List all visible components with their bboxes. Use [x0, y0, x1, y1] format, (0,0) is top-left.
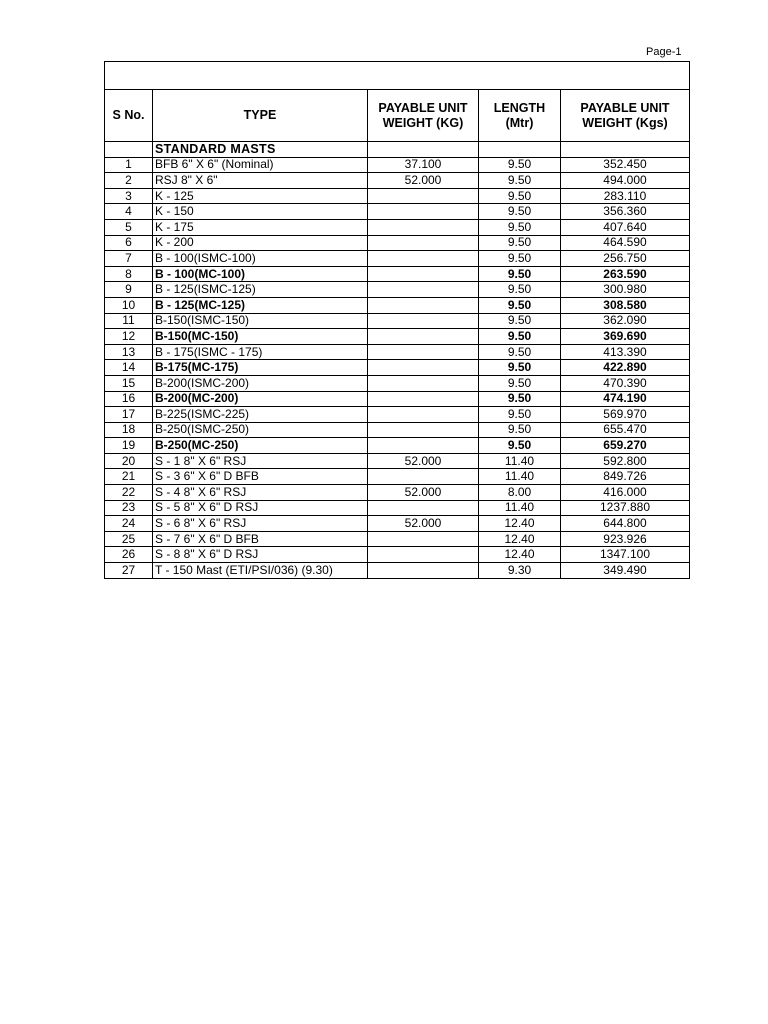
- blank-title-cell: [105, 62, 690, 90]
- cell-length: 9.50: [479, 329, 561, 345]
- cell-length: 8.00: [479, 485, 561, 501]
- section-sno-cell: [105, 142, 153, 158]
- cell-length: 9.50: [479, 344, 561, 360]
- header-sno: S No.: [105, 90, 153, 142]
- cell-unit-weight: [368, 438, 479, 454]
- table-row: [105, 204, 690, 220]
- cell-unit-weight: [368, 329, 479, 345]
- cell-payable-weight: 422.890: [561, 360, 690, 376]
- cell-length: 12.40: [479, 547, 561, 563]
- section-unit-cell: [368, 142, 479, 158]
- cell-type: B-200(MC-200): [153, 391, 368, 407]
- cell-sno: 19: [105, 438, 153, 454]
- cell-length: 9.50: [479, 173, 561, 189]
- cell-type: B-225(ISMC-225): [153, 407, 368, 423]
- cell-type: BFB 6" X 6" (Nominal): [153, 157, 368, 173]
- cell-length: 9.50: [479, 157, 561, 173]
- cell-payable-weight: 494.000: [561, 173, 690, 189]
- cell-payable-weight: 356.360: [561, 204, 690, 220]
- cell-payable-weight: 655.470: [561, 422, 690, 438]
- cell-sno: 17: [105, 407, 153, 423]
- cell-type: S - 8 8" X 6" D RSJ: [153, 547, 368, 563]
- table-row: [105, 251, 690, 267]
- cell-length: 9.50: [479, 251, 561, 267]
- cell-unit-weight: [368, 344, 479, 360]
- cell-payable-weight: 474.190: [561, 391, 690, 407]
- cell-sno: 20: [105, 453, 153, 469]
- cell-unit-weight: [368, 188, 479, 204]
- cell-length: 9.30: [479, 563, 561, 579]
- cell-length: 9.50: [479, 438, 561, 454]
- page-number: Page-1: [646, 46, 682, 58]
- cell-length: 9.50: [479, 297, 561, 313]
- cell-type: B-175(MC-175): [153, 360, 368, 376]
- cell-payable-weight: 644.800: [561, 516, 690, 532]
- cell-sno: 6: [105, 235, 153, 251]
- cell-payable-weight: 369.690: [561, 329, 690, 345]
- cell-payable-weight: 300.980: [561, 282, 690, 298]
- cell-length: 9.50: [479, 391, 561, 407]
- cell-payable-weight: 1237.880: [561, 500, 690, 516]
- table-row: [105, 266, 690, 282]
- table-row: [105, 485, 690, 501]
- cell-payable-weight: 569.970: [561, 407, 690, 423]
- cell-sno: 15: [105, 375, 153, 391]
- table-row: [105, 375, 690, 391]
- cell-type: K - 175: [153, 219, 368, 235]
- cell-unit-weight: [368, 219, 479, 235]
- table-row: [105, 173, 690, 189]
- cell-sno: 9: [105, 282, 153, 298]
- section-row: [105, 142, 690, 158]
- cell-unit-weight: [368, 266, 479, 282]
- cell-type: B - 175(ISMC - 175): [153, 344, 368, 360]
- cell-sno: 22: [105, 485, 153, 501]
- cell-sno: 2: [105, 173, 153, 189]
- cell-unit-weight: [368, 282, 479, 298]
- cell-unit-weight: [368, 563, 479, 579]
- cell-type: B - 100(ISMC-100): [153, 251, 368, 267]
- cell-type: B - 125(MC-125): [153, 297, 368, 313]
- cell-sno: 3: [105, 188, 153, 204]
- cell-unit-weight: [368, 547, 479, 563]
- cell-sno: 11: [105, 313, 153, 329]
- cell-sno: 23: [105, 500, 153, 516]
- section-title: STANDARD MASTS: [153, 142, 368, 158]
- table-row: [105, 438, 690, 454]
- cell-length: 9.50: [479, 235, 561, 251]
- cell-type: S - 1 8" X 6" RSJ: [153, 453, 368, 469]
- cell-unit-weight: [368, 375, 479, 391]
- cell-sno: 18: [105, 422, 153, 438]
- cell-sno: 12: [105, 329, 153, 345]
- cell-type: B - 100(MC-100): [153, 266, 368, 282]
- table-row: [105, 469, 690, 485]
- blank-title-row: [105, 62, 690, 90]
- cell-length: 11.40: [479, 469, 561, 485]
- cell-unit-weight: [368, 531, 479, 547]
- cell-unit-weight: [368, 297, 479, 313]
- cell-sno: 10: [105, 297, 153, 313]
- cell-payable-weight: 283.110: [561, 188, 690, 204]
- cell-payable-weight: 349.490: [561, 563, 690, 579]
- cell-sno: 16: [105, 391, 153, 407]
- cell-type: B-150(MC-150): [153, 329, 368, 345]
- cell-length: 9.50: [479, 282, 561, 298]
- cell-sno: 26: [105, 547, 153, 563]
- cell-unit-weight: 52.000: [368, 485, 479, 501]
- cell-payable-weight: 849.726: [561, 469, 690, 485]
- cell-sno: 1: [105, 157, 153, 173]
- mast-weight-table: [104, 61, 690, 579]
- cell-unit-weight: 52.000: [368, 516, 479, 532]
- cell-sno: 21: [105, 469, 153, 485]
- cell-length: 9.50: [479, 422, 561, 438]
- cell-sno: 4: [105, 204, 153, 220]
- cell-length: 9.50: [479, 188, 561, 204]
- table-row: [105, 516, 690, 532]
- table-row: [105, 219, 690, 235]
- cell-length: 12.40: [479, 516, 561, 532]
- cell-unit-weight: [368, 204, 479, 220]
- cell-type: B - 125(ISMC-125): [153, 282, 368, 298]
- table-row: [105, 547, 690, 563]
- cell-unit-weight: 37.100: [368, 157, 479, 173]
- cell-payable-weight: 362.090: [561, 313, 690, 329]
- section-payable-cell: [561, 142, 690, 158]
- cell-payable-weight: 470.390: [561, 375, 690, 391]
- cell-type: S - 4 8" X 6" RSJ: [153, 485, 368, 501]
- cell-length: 9.50: [479, 407, 561, 423]
- cell-unit-weight: [368, 422, 479, 438]
- cell-payable-weight: 1347.100: [561, 547, 690, 563]
- cell-sno: 25: [105, 531, 153, 547]
- cell-sno: 14: [105, 360, 153, 376]
- header-type: TYPE: [153, 90, 368, 142]
- header-payable-weight: PAYABLE UNIT WEIGHT (Kgs): [561, 90, 690, 142]
- table-row: [105, 391, 690, 407]
- cell-payable-weight: 308.580: [561, 297, 690, 313]
- table-row: [105, 297, 690, 313]
- cell-sno: 27: [105, 563, 153, 579]
- cell-type: B-150(ISMC-150): [153, 313, 368, 329]
- cell-length: 9.50: [479, 266, 561, 282]
- cell-unit-weight: [368, 500, 479, 516]
- table-row: [105, 407, 690, 423]
- cell-payable-weight: 263.590: [561, 266, 690, 282]
- cell-type: S - 6 8" X 6" RSJ: [153, 516, 368, 532]
- cell-unit-weight: [368, 407, 479, 423]
- cell-length: 9.50: [479, 375, 561, 391]
- cell-type: T - 150 Mast (ETI/PSI/036) (9.30): [153, 563, 368, 579]
- cell-type: K - 150: [153, 204, 368, 220]
- table-row: [105, 157, 690, 173]
- table-row: [105, 329, 690, 345]
- cell-payable-weight: 923.926: [561, 531, 690, 547]
- table-row: [105, 531, 690, 547]
- cell-type: S - 7 6" X 6" D BFB: [153, 531, 368, 547]
- table-row: [105, 313, 690, 329]
- cell-type: S - 5 8" X 6" D RSJ: [153, 500, 368, 516]
- cell-payable-weight: 413.390: [561, 344, 690, 360]
- cell-length: 11.40: [479, 500, 561, 516]
- cell-unit-weight: [368, 391, 479, 407]
- table-row: [105, 563, 690, 579]
- table-row: [105, 188, 690, 204]
- cell-type: K - 200: [153, 235, 368, 251]
- cell-type: S - 3 6" X 6" D BFB: [153, 469, 368, 485]
- cell-type: B-200(ISMC-200): [153, 375, 368, 391]
- cell-payable-weight: 256.750: [561, 251, 690, 267]
- cell-unit-weight: [368, 360, 479, 376]
- table-row: [105, 453, 690, 469]
- table-row: [105, 235, 690, 251]
- cell-sno: 7: [105, 251, 153, 267]
- cell-unit-weight: [368, 313, 479, 329]
- cell-type: B-250(ISMC-250): [153, 422, 368, 438]
- cell-sno: 8: [105, 266, 153, 282]
- cell-payable-weight: 416.000: [561, 485, 690, 501]
- cell-length: 9.50: [479, 313, 561, 329]
- table-row: [105, 422, 690, 438]
- table-row: [105, 500, 690, 516]
- cell-unit-weight: 52.000: [368, 173, 479, 189]
- cell-unit-weight: [368, 251, 479, 267]
- cell-unit-weight: 52.000: [368, 453, 479, 469]
- cell-payable-weight: 407.640: [561, 219, 690, 235]
- table-row: [105, 282, 690, 298]
- cell-sno: 13: [105, 344, 153, 360]
- cell-unit-weight: [368, 469, 479, 485]
- cell-payable-weight: 352.450: [561, 157, 690, 173]
- table-row: [105, 344, 690, 360]
- section-length-cell: [479, 142, 561, 158]
- cell-type: RSJ 8" X 6": [153, 173, 368, 189]
- cell-length: 11.40: [479, 453, 561, 469]
- header-row: [105, 90, 690, 142]
- cell-sno: 24: [105, 516, 153, 532]
- cell-length: 9.50: [479, 219, 561, 235]
- cell-type: K - 125: [153, 188, 368, 204]
- cell-unit-weight: [368, 235, 479, 251]
- header-length: LENGTH (Mtr): [479, 90, 561, 142]
- cell-length: 9.50: [479, 204, 561, 220]
- cell-sno: 5: [105, 219, 153, 235]
- cell-payable-weight: 464.590: [561, 235, 690, 251]
- cell-length: 12.40: [479, 531, 561, 547]
- table-row: [105, 360, 690, 376]
- cell-payable-weight: 659.270: [561, 438, 690, 454]
- cell-length: 9.50: [479, 360, 561, 376]
- cell-type: B-250(MC-250): [153, 438, 368, 454]
- cell-payable-weight: 592.800: [561, 453, 690, 469]
- header-unit-weight: PAYABLE UNIT WEIGHT (KG): [368, 90, 479, 142]
